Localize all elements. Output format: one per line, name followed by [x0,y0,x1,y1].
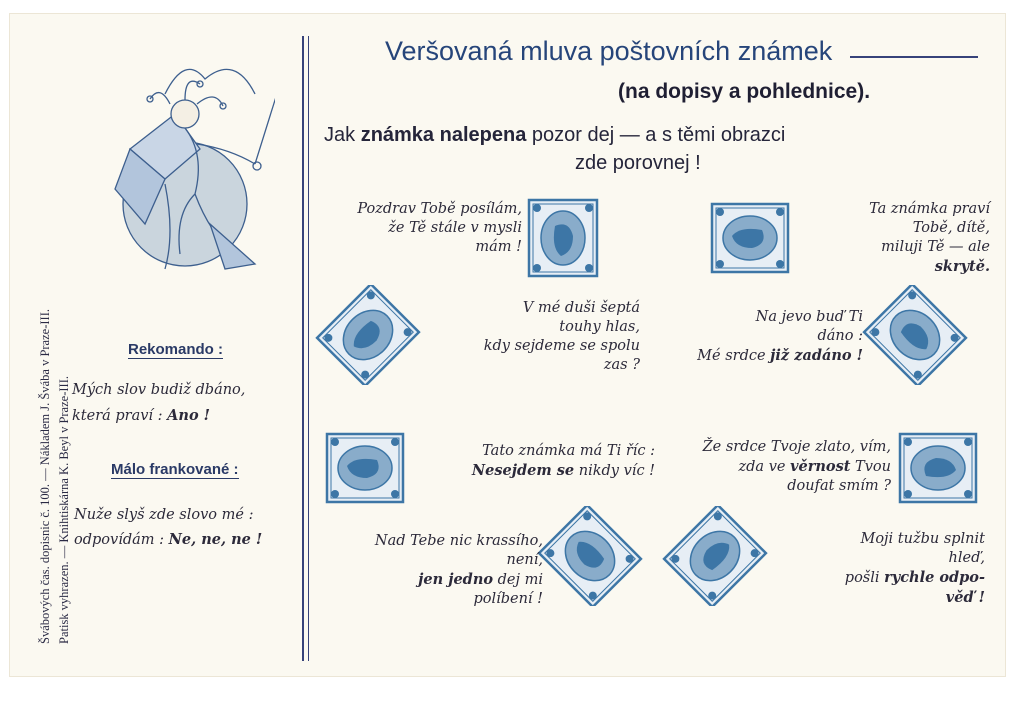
jester-cherub-illustration [105,54,275,294]
malo-heading: Málo frankované : [111,461,239,478]
stamp-diagonal [333,297,423,389]
verse-3: V mé duši šeptá touhy hlas, kdy sejdeme se spolu zas ? [483,300,640,373]
stamp-diagonal [880,297,970,389]
publisher-note: Švábových čas. dopisnic č. 100. — Nákladem J. Švába v Praze-III. [38,309,52,644]
instruction-line2: zde porovnej ! [575,152,701,174]
stamp-diagonal [680,518,770,610]
printer-note: Patisk vyhrazen. — Knihtiskárna K. Beyl v Praze-III. [57,376,71,644]
page-title: Veršovaná mluva poštovních známek [385,36,833,66]
rekomando-heading: Rekomando : [128,341,224,358]
verse-4: Na jevo buď Ti dáno : Mé srdce již zadáno ! [697,309,863,364]
malo-line1: Nuže slyš zde slovo mé : [74,507,254,523]
verse-2: Ta známka praví Tobě, dítě, miluji Tě — ale skrytě. [869,201,990,275]
stamp-upright [528,200,618,292]
stamp-diagonal [555,518,645,610]
subtitle: (na dopisy a pohlednice). [618,80,871,103]
rekomando-line1: Mých slov budiž dbáno, [72,382,246,398]
verse-6: Že srdce Tvoje zlato, vím, zda ve věrnost Tvou doufat smím ? [702,439,891,494]
stamp-sideways [903,430,993,522]
instruction-line1: Jak známka nalepena pozor dej — a s těmi obrazci [324,124,786,146]
verse-5: Tato známka má Ti říc : Nesejdem se nikdy víc ! [471,443,655,479]
verse-1: Pozdrav Tobě posílám, že Tě stále v mysli mám ! [357,201,522,255]
verse-7: Nad Tebe nic krassího, není, jen jedno dej mi políbení ! [374,533,543,607]
rekomando-line2: která praví : Ano ! [72,407,211,424]
divider-line [308,36,309,661]
stamp-sideways [330,430,420,522]
stamp-upright-rotated [715,200,805,292]
postcard [10,14,1005,676]
malo-line2: odpovídám : Ne, ne, ne ! [74,531,263,548]
divider-line [302,36,304,661]
verse-8: Moji tužbu splnit hleď, pošli rychle odpo- věď ! [844,531,985,606]
title-rule [850,56,978,58]
